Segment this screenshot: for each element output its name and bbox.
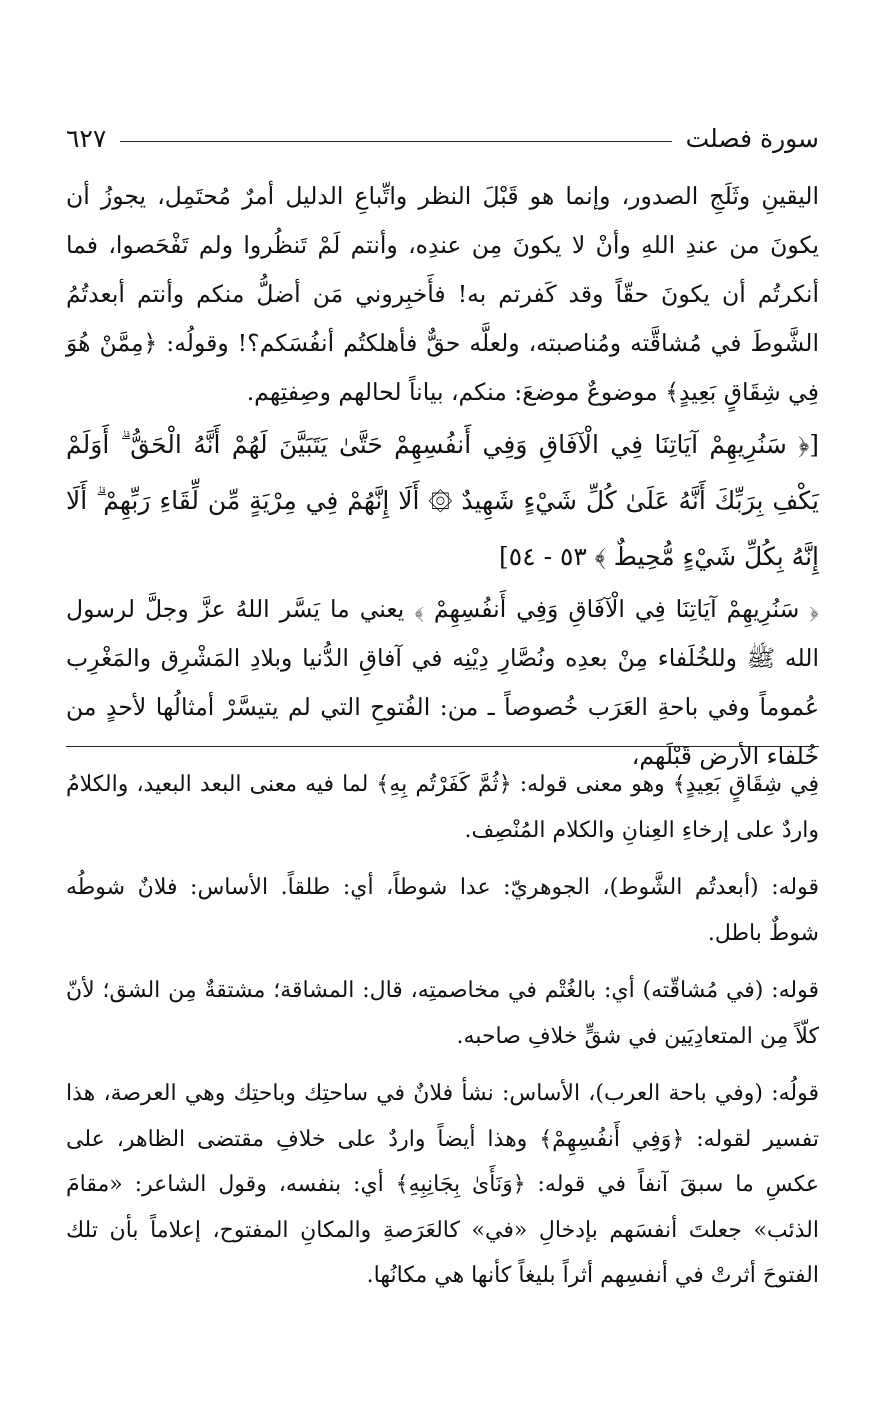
running-header — [66, 118, 819, 158]
surah-title: سورة فصلت — [685, 123, 819, 153]
quran-verse-block: [﴿ سَنُرِيهِمْ آيَاتِنَا فِي الْآفَاقِ وَفِي أَنفُسِهِمْ حَتَّىٰ يَتَبَيَّنَ لَهُمْ أَنَّهُ الْحَقُّ ۗ أَوَلَمْ يَكْفِ بِرَبِّكَ أَنَّهُ عَلَىٰ كُلِّ شَيْءٍ شَهِيدٌ ۞ أَلَا إِنَّهُمْ فِي مِرْيَةٍ مِّن لِّقَاءِ رَبِّهِمْ ۗ أَلَا إِنَّهُ بِكُلِّ شَيْءٍ مُّحِيطٌ ﴾ ٥٣ - ٥٤] — [66, 430, 819, 571]
footnote: قوله: (أبعدتُم الشَّوط)، الجوهريّ: عدا شوطاً، أي: طلقاً. الأساس: فلانٌ شوطُه شوطٌ باطل. — [66, 875, 819, 946]
tafsir-commentary: ﴿ سَنُرِيهِمْ آيَاتِنَا فِي الْآفَاقِ وَفِي أَنفُسِهِمْ ﴾ يعني ما يَسَّر اللهُ عزَّ وجلَّ لرسول الله ﷺ وللخُلَفاء مِنْ بعدِه ونُصَّارِ دِيْنِه في آفاقِ الدُّنيا وبلادِ المَشْرِق والمَغْرِب عُموماً وفي باحةِ العَرَب خُصوصاً ـ من: الفُتوحِ التي لم يتيسَّرْ أمثالُها لأحدٍ من خُلفاء الأرض قَبْلَهم، — [66, 595, 819, 770]
page-number: ٦٢٧ — [66, 123, 107, 153]
footnote: قوله: (في مُشاقّته) أي: بالغُتْم في مخاصمتِه، قال: المشاقة؛ مشتقةٌ مِن الشق؛ لأنّ كلّاً مِن المتعادِيَين في شقٍّ خلافِ صاحبه. — [66, 978, 819, 1049]
header-rule — [120, 141, 671, 142]
footnotes — [66, 762, 819, 1311]
tafsir-paragraph: اليقينِ وثَلَجِ الصدور، وإنما هو قَبْلَ النظر واتِّباعِ الدليل أمرٌ مُحتَمِل، يجوزُ أن يكونَ من عندِ اللهِ وأنْ لا يكونَ مِن عندِه، وأنتم لَمْ تَنظُروا ولم تَفْحَصوا، فما أنكرتُم أن يكونَ حقّاً وقد كَفرتم به! فأَخبِروني مَن أضلُّ منكم وأنتم أبعدتُمُ الشَّوطَ في مُشاقَّته ومُناصبته، ولعلَّه حقٌّ فأهلكتُم أنفُسَكم؟! وقولُه: ﴿مِمَّنْ هُوَ فِي شِقَاقٍ بَعِيدٍ﴾ موضوعٌ موضعَ: منكم، بياناً لحالهم وصِفتِهم. — [66, 182, 819, 406]
footnote: فِي شِقَاقٍ بَعِيدٍ﴾ وهو معنى قوله: ﴿ثُمَّ كَفَرْتُم بِهِ﴾ لما فيه معنى البعد البعيد، والكلامُ واردٌ على إرخاءِ العِنانِ والكلام المُنْصِف. — [66, 772, 819, 843]
main-text — [66, 172, 819, 781]
footnote: قولُه: (وفي باحة العرب)، الأساس: نشأ فلانٌ في ساحتِك وباحتِك وهي العرصة، هذا تفسير لقوله: ﴿وَفِي أَنفُسِهِمْ﴾ وهذا أيضاً واردٌ على خلافِ مقتضى الظاهر، على عكسِ ما سبقَ آنفاً في قوله: ﴿وَنَأَىٰ بِجَانِبِهِ﴾ أي: بنفسه، وقول الشاعر: «مقامَ الذئب» جعلتَ أنفسَهم بإدخالِ «في» كالعَرَصةِ والمكانِ المفتوح، إعلاماً بأن تلك الفتوحَ أثرتْ في أنفسِهم أثراً بليغاً كأنها هي مكانُها. — [66, 1081, 819, 1288]
footnote-divider — [66, 746, 819, 747]
